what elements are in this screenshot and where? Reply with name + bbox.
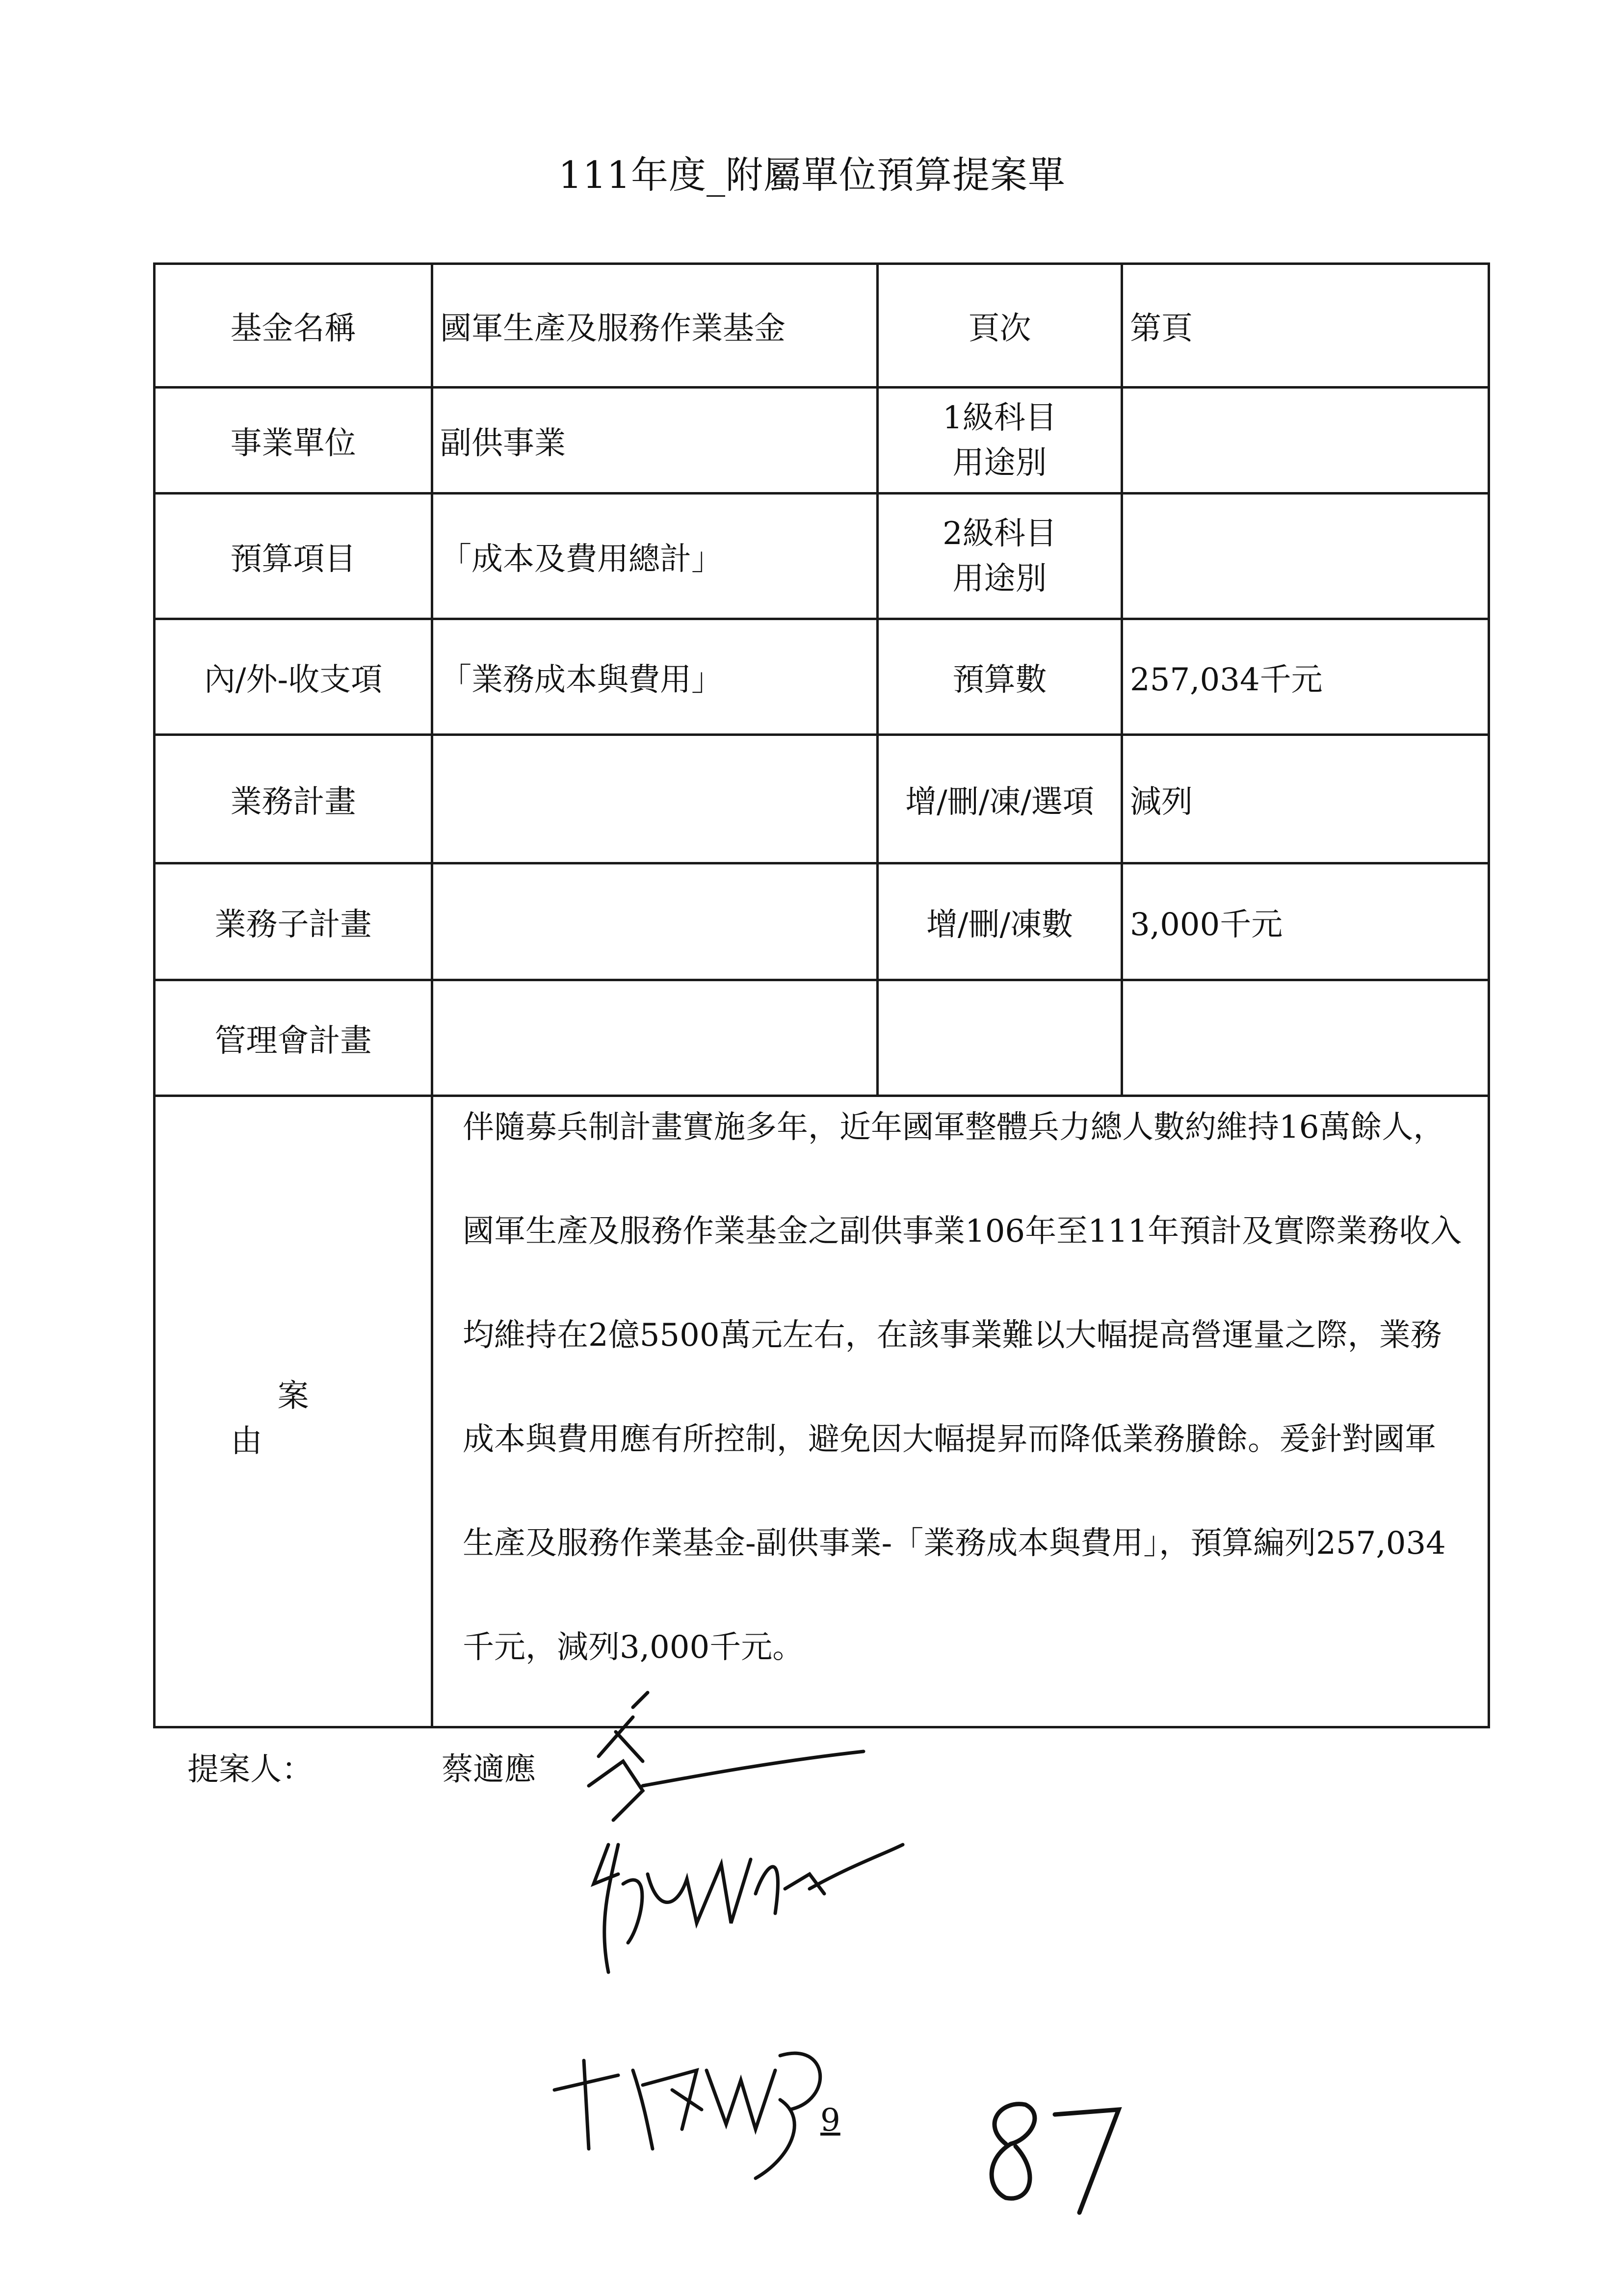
empty-value-cell: [1122, 980, 1489, 1096]
level2-account-line2: 用途別: [952, 560, 1047, 597]
reason-line: 伴隨募兵制計畫實施多年，近年國軍整體兵力總人數約維持16萬餘人，: [463, 1109, 1445, 1146]
row-reason: [155, 1096, 1489, 1727]
signature-3: [535, 2011, 868, 2188]
reason-line: 生產及服務作業基金-副供事業-「業務成本與費用」，預算編列257,034: [463, 1525, 1446, 1562]
row-budget-item: [155, 494, 1489, 619]
business-subplan-value: [432, 863, 878, 980]
adjust-option-value: 減列: [1122, 735, 1489, 863]
reason-text: [432, 1096, 1489, 1727]
proposer-label: 提案人：: [187, 1751, 313, 1788]
fund-name-value: 國軍生產及服務作業基金: [432, 264, 878, 388]
business-plan-label: 業務計畫: [155, 735, 432, 863]
level2-account-value: [1122, 494, 1489, 619]
level1-account-label: [878, 388, 1122, 494]
row-management-plan: [155, 980, 1489, 1096]
reason-line: 國軍生產及服務作業基金之副供事業106年至111年預計及實際業務收入: [463, 1213, 1462, 1250]
row-fund-name: [155, 264, 1489, 388]
proposer-name: 蔡適應: [442, 1751, 536, 1788]
row-business-subplan: [155, 863, 1489, 980]
business-unit-label: 事業單位: [155, 388, 432, 494]
management-plan-label: 管理會計畫: [155, 980, 432, 1096]
adjust-amount-label: 增/刪/凍數: [878, 863, 1122, 980]
handwritten-page-number: [976, 2090, 1133, 2227]
row-business-plan: [155, 735, 1489, 863]
budget-item-label: 預算項目: [155, 494, 432, 619]
business-subplan-label: 業務子計畫: [155, 863, 432, 980]
business-unit-value: 副供事業: [432, 388, 878, 494]
budget-amount-value: 257,034千元: [1122, 619, 1489, 735]
level1-account-line1: 1級科目: [943, 399, 1057, 436]
reason-line: 成本與費用應有所控制，避免因大幅提昇而降低業務賸餘。爰針對國軍: [463, 1421, 1436, 1458]
adjust-option-label: 增/刪/凍/選項: [878, 735, 1122, 863]
page-number: 9: [820, 2102, 840, 2139]
budget-amount-label: 預算數: [878, 619, 1122, 735]
level2-account-label: [878, 494, 1122, 619]
page-title: 111年度_附屬單位預算提案單: [558, 153, 1066, 197]
page-ref-label: 頁次: [878, 264, 1122, 388]
level1-account-value: [1122, 388, 1489, 494]
adjust-amount-value: 3,000千元: [1122, 863, 1489, 980]
reason-line: 均維持在2億5500萬元左右，在該事業難以大幅提高營運量之際，業務: [463, 1317, 1442, 1354]
business-plan-value: [432, 735, 878, 863]
row-business-unit: [155, 388, 1489, 494]
proposal-form-table: [153, 262, 1490, 1728]
signature-1: [569, 1688, 873, 1835]
empty-label-cell: [878, 980, 1122, 1096]
income-expense-value: 「業務成本與費用」: [432, 619, 878, 735]
page-ref-value: 第頁: [1122, 264, 1489, 388]
level2-account-line1: 2級科目: [943, 515, 1057, 552]
row-income-expense: [155, 619, 1489, 735]
budget-item-value: 「成本及費用總計」: [432, 494, 878, 619]
management-plan-value: [432, 980, 878, 1096]
income-expense-label: 內/外-收支項: [155, 619, 432, 735]
level1-account-line2: 用途別: [952, 444, 1047, 481]
reason-label: 案由: [155, 1096, 432, 1727]
signature-2: [579, 1815, 913, 1992]
reason-line: 千元，減列3,000千元。: [463, 1629, 804, 1666]
fund-name-label: 基金名稱: [155, 264, 432, 388]
